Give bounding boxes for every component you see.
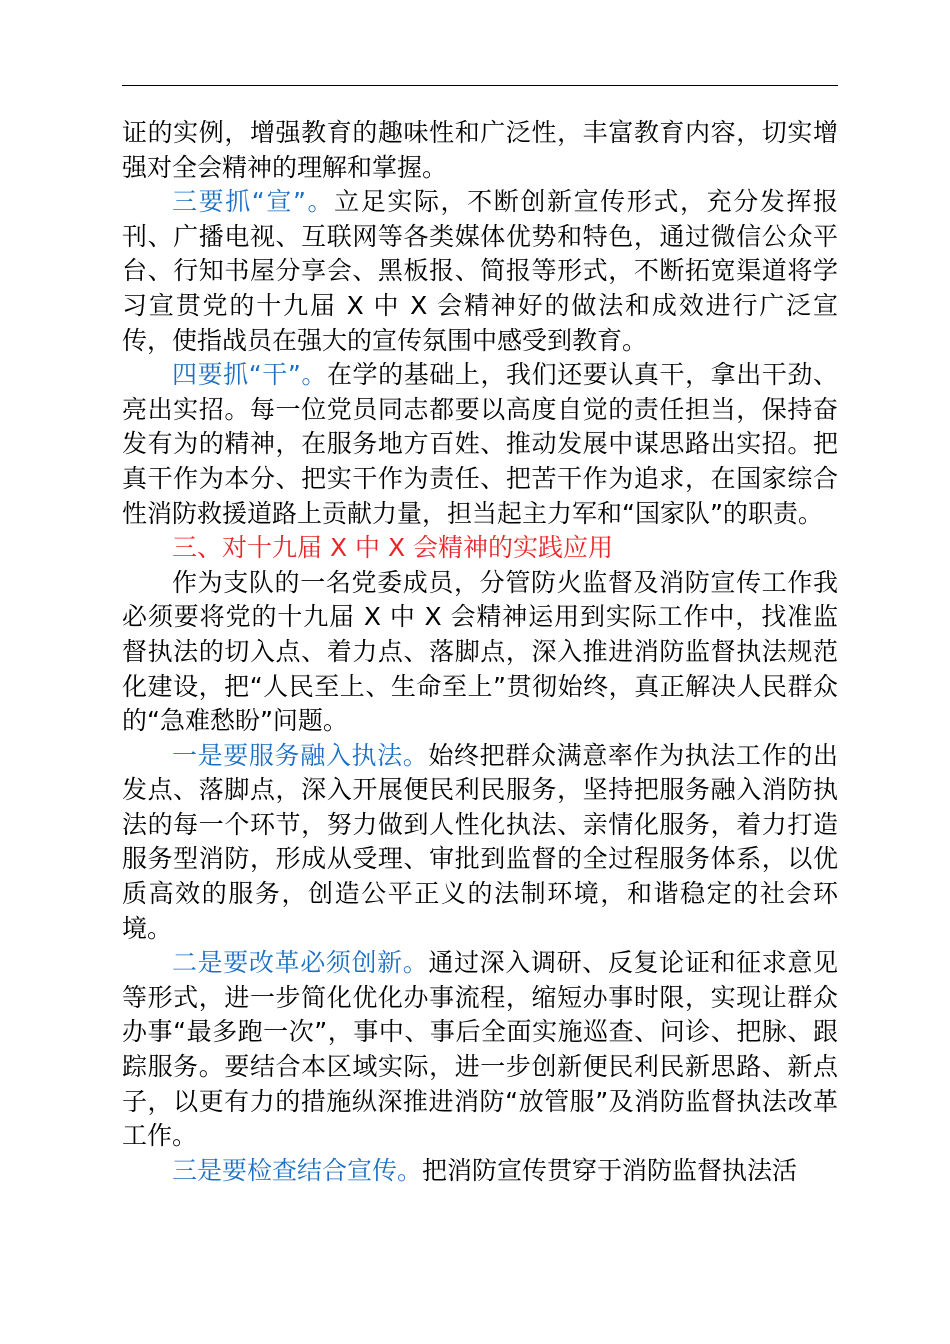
paragraph-text: 把消防宣传贯穿于消防监督执法活 (422, 1155, 798, 1185)
paragraph-lead: 二是要改革必须创新。 (172, 948, 429, 978)
paragraph-continuation (122, 116, 838, 185)
paragraph-lead: 一是要服务融入执法。 (172, 740, 429, 770)
paragraph-xuan (122, 185, 838, 358)
paragraph-intro (122, 566, 838, 739)
paragraph-lead: 三是要检查结合宣传。 (172, 1155, 423, 1185)
paragraph-lead: 三要抓“宣”。 (172, 187, 335, 217)
section-heading: 三、对十九届 X 中 X 会精神的实践应用 (172, 533, 614, 563)
paragraph-inspection (122, 1154, 838, 1189)
paragraph-text: 在学的基础上，我们还要认真干，拿出干劲、亮出实招。每一位党员同志都要以高度自觉的责任担当，保持奋发有为的精神，在服务地方百姓、推动发展中谋思路出实招。把真干作为本分、把实干作为责任、把苦干作为追求，在国家综合性消防救援道路上贡献力量，担当起主力军和“国家队”的职责。 (122, 360, 838, 528)
paragraph-text: 通过深入调研、反复论证和征求意见等形式，进一步简化优化办事流程，缩短办事时限，实现让群众办事“最多跑一次”，事中、事后全面实施巡查、问诊、把脉、跟踪服务。要结合本区域实际，进一步创新便民利民新思路、新点子，以更有力的措施纵深推进消防“放管服”及消防监督执法改革工作。 (122, 948, 838, 1151)
document-body (122, 116, 838, 1188)
paragraph-service (122, 739, 838, 947)
paragraph-text: 始终把群众满意率作为执法工作的出发点、落脚点，深入开展便民利民服务，坚持把服务融入消防执法的每一个环节，努力做到人性化执法、亲情化服务，着力打造服务型消防，形成从受理、审批到监督的全过程服务体系，以优质高效的服务，创造公平正义的法制环境，和谐稳定的社会环境。 (122, 740, 838, 943)
paragraph-reform (122, 946, 838, 1154)
paragraph-text: 作为支队的一名党委成员，分管防火监督及消防宣传工作我必须要将党的十九届 X 中 X 会精神运用到实际工作中，找准监督执法的切入点、着力点、落脚点，深入推进消防监督执法规范化建设，把“人民至上、生命至上”贯彻始终，真正解决人民群众的“急难愁盼”问题。 (122, 567, 838, 736)
header-rule (122, 85, 838, 86)
paragraph-text: 证的实例，增强教育的趣味性和广泛性，丰富教育内容，切实增强对全会精神的理解和掌握。 (122, 118, 838, 182)
paragraph-lead: 四要抓“干”。 (172, 360, 327, 390)
paragraph-gan (122, 358, 838, 531)
paragraph-text: 立足实际，不断创新宣传形式，充分发挥报刊、广播电视、互联网等各类媒体优势和特色，通过微信公众平台、行知书屋分享会、黑板报、简报等形式，不断拓宽渠道将学习宣贯党的十九届 X 中 X 会精神好的做法和成效进行广泛宣传，使指战员在强大的宣传氛围中感受到教育。 (122, 187, 838, 355)
